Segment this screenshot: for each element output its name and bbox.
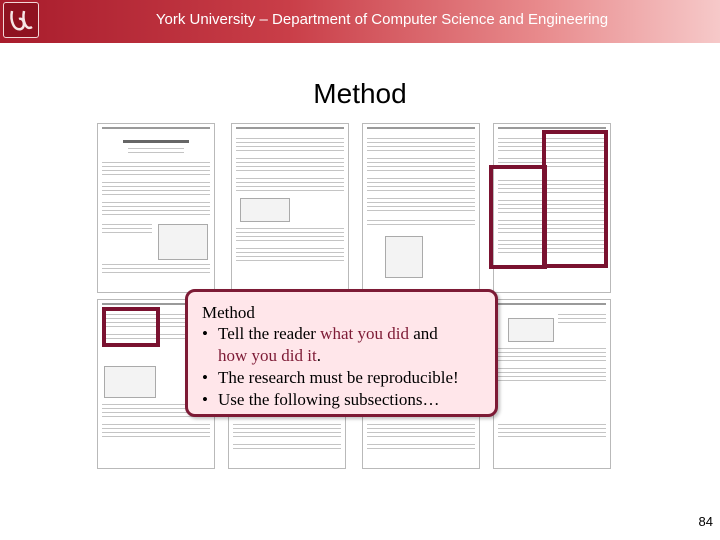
slide-title: Method — [313, 78, 407, 109]
callout-heading: Method — [202, 303, 255, 322]
paper-page-2 — [231, 123, 349, 293]
paper-page-3 — [362, 123, 480, 293]
header-title: York University – Department of Computer Science and Engineering — [155, 11, 609, 28]
highlight-box-method-section — [489, 165, 547, 269]
paper-page-1 — [97, 123, 215, 293]
callout-highlight-what: what you did — [320, 324, 409, 343]
paper-page-8 — [493, 299, 611, 469]
york-logo-icon — [3, 2, 39, 38]
bullet-marker: • — [202, 390, 208, 409]
highlight-box-method-heading — [102, 307, 160, 347]
callout-item-2: The research must be reproducible! — [218, 368, 459, 387]
callout-item-3: Use the following subsections… — [218, 390, 440, 409]
bullet-marker: • — [202, 324, 208, 343]
highlight-box-method-column — [542, 130, 608, 268]
header-bar — [0, 0, 720, 43]
method-callout — [185, 289, 498, 417]
bullet-marker: • — [202, 368, 208, 387]
callout-highlight-how: how you did it — [218, 346, 317, 365]
callout-item-1: Tell the reader what you did and — [218, 324, 438, 343]
callout-item-1-cont: how you did it. — [218, 346, 321, 365]
slide-page-number: 84 — [698, 514, 713, 529]
